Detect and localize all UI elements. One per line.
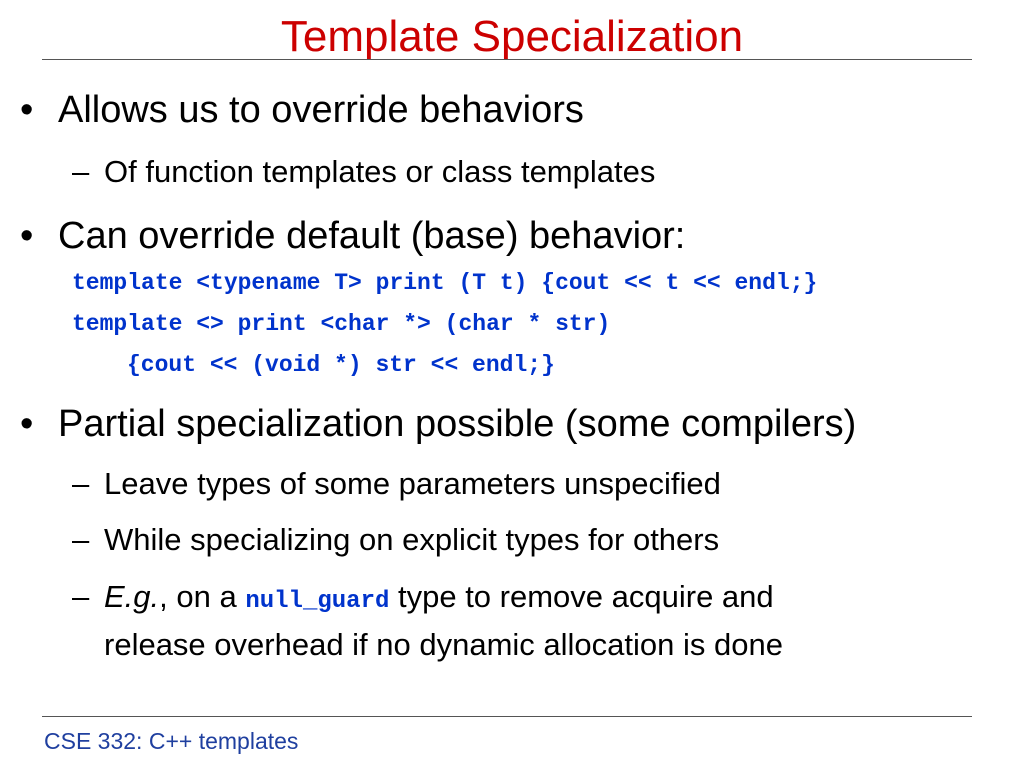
footer-text: CSE 332: C++ templates bbox=[44, 728, 299, 754]
null-guard-code: null_guard bbox=[245, 588, 390, 615]
code-line-2: template <> print <char *> (char * str) bbox=[72, 311, 611, 337]
bullet-marker: • bbox=[20, 89, 34, 131]
bullet-text: Partial specialization possible (some compilers) bbox=[58, 403, 857, 445]
code-line-1: template <typename T> print (T t) {cout << t << endl;} bbox=[72, 270, 818, 296]
subitem-text: While specializing on explicit types for others bbox=[104, 522, 720, 557]
dash-marker: – bbox=[72, 579, 90, 614]
subitem-text bbox=[104, 578, 774, 621]
subitem-text-after-code: type to remove acquire and bbox=[389, 579, 774, 614]
eg-italic: E.g. bbox=[104, 579, 160, 614]
footer-divider bbox=[42, 716, 972, 717]
dash-marker: – bbox=[72, 466, 90, 501]
code-line-3: {cout << (void *) str << endl;} bbox=[127, 352, 555, 378]
title-divider bbox=[42, 59, 972, 60]
subitem-3-3-continuation: release overhead if no dynamic allocation is done bbox=[104, 627, 783, 662]
subitem-text: Leave types of some parameters unspecified bbox=[104, 466, 721, 501]
dash-marker: – bbox=[72, 154, 90, 189]
slide-title: Template Specialization bbox=[280, 12, 744, 61]
bullet-text: Can override default (base) behavior: bbox=[58, 215, 686, 257]
bullet-marker: • bbox=[20, 403, 34, 445]
subitem-text-before-code: , on a bbox=[159, 579, 246, 614]
dash-marker: – bbox=[72, 522, 90, 557]
bullet-text: Allows us to override behaviors bbox=[58, 89, 584, 131]
subitem-text: Of function templates or class templates bbox=[104, 154, 656, 189]
bullet-marker: • bbox=[20, 215, 34, 257]
